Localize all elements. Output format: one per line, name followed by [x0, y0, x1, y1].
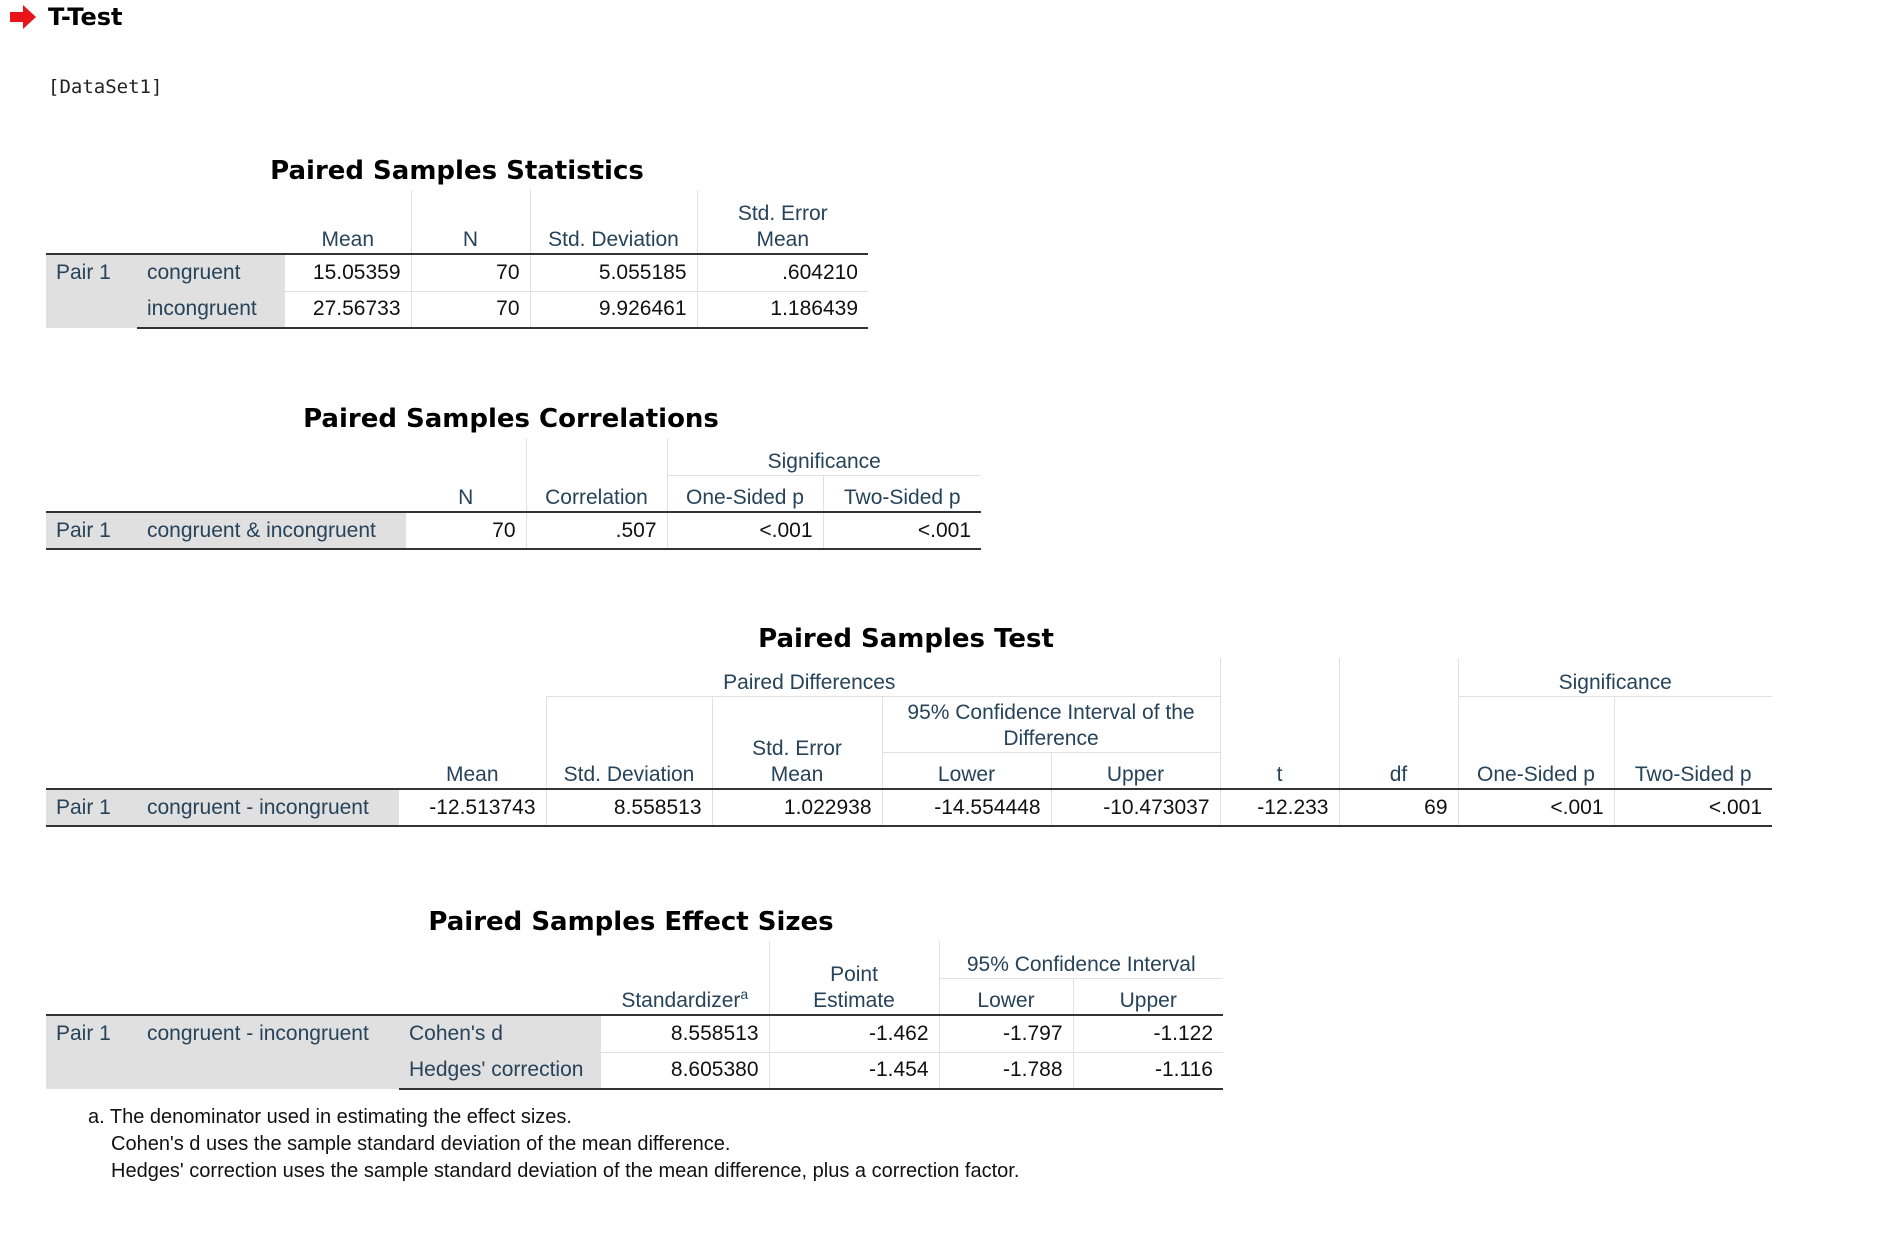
pair-label: Pair 1: [46, 789, 137, 826]
col-std-error-mean: Std. Error Mean: [712, 696, 882, 789]
col-df: df: [1339, 752, 1458, 789]
footnote: [88, 1104, 1019, 1185]
row-label: congruent - incongruent: [137, 789, 399, 826]
pair-label: Pair 1: [46, 1015, 137, 1089]
col-paired-differences: Paired Differences: [723, 670, 896, 694]
col-standardizer: Standardizer$^a$: [601, 978, 769, 1015]
test-section: [46, 620, 1772, 827]
table-row: Pair 1 congruent - incongruent -12.513743 8.558513 1.022938 -14.554448 -10.473037 -12.233 69 <.001 <.001: [46, 789, 1772, 826]
col-n: N: [406, 475, 526, 512]
col-point-estimate: Point Estimate: [769, 941, 939, 1015]
test-title: Paired Samples Test: [758, 624, 1054, 654]
footnote-line: Hedges' correction uses the sample standard deviation of the mean difference, plus a correction factor.: [111, 1160, 1020, 1182]
table-row: Hedges' correction 8.605380 -1.454 -1.788 -1.116: [46, 1052, 1223, 1089]
row-label: congruent - incongruent: [137, 1015, 399, 1089]
table-row: incongruent 27.56733 70 9.926461 1.186439: [46, 291, 868, 328]
col-correlation: Correlation: [526, 475, 667, 512]
stats-table: [46, 190, 868, 329]
col-mean: Mean: [285, 190, 411, 254]
col-n: N: [411, 190, 530, 254]
effect-title: Paired Samples Effect Sizes: [428, 907, 834, 937]
stats-title: Paired Samples Statistics: [270, 156, 644, 186]
col-lower: Lower: [939, 978, 1073, 1015]
pair-label: Pair 1: [46, 512, 137, 549]
row-label: incongruent: [137, 291, 285, 328]
measure-label: Cohen's d: [399, 1015, 601, 1052]
correlations-title: Paired Samples Correlations: [303, 404, 719, 434]
col-t: t: [1220, 752, 1339, 789]
col-two-sided-p: Two-Sided p: [1614, 752, 1772, 789]
col-confidence-interval: 95% Confidence Interval of the Difference: [882, 696, 1220, 752]
col-std-deviation: Std. Deviation: [546, 752, 712, 789]
effect-section: [46, 903, 1223, 1090]
table-row: Pair 1 congruent - incongruent Cohen's d 8.558513 -1.462 -1.797 -1.122: [46, 1015, 1223, 1052]
row-label: congruent & incongruent: [137, 512, 406, 549]
col-std-deviation: Std. Deviation: [530, 190, 697, 254]
measure-label: Hedges' correction: [399, 1052, 601, 1089]
table-row: Pair 1 congruent & incongruent 70 .507 <.001 <.001: [46, 512, 981, 549]
col-confidence-interval: 95% Confidence Interval: [939, 941, 1223, 978]
table-row: Pair 1 congruent 15.05359 70 5.055185 .604210: [46, 254, 868, 291]
row-label: congruent: [137, 254, 285, 291]
col-mean: Mean: [399, 752, 546, 789]
col-one-sided-p: One-Sided p: [1458, 752, 1614, 789]
col-one-sided-p: One-Sided p: [667, 475, 823, 512]
col-std-error-mean: Std. Error Mean: [697, 190, 868, 254]
dataset-label: [DataSet1]: [48, 76, 163, 98]
page-title: T-Test: [48, 3, 123, 31]
col-upper: Upper: [1073, 978, 1223, 1015]
correlations-table: [46, 438, 981, 550]
arrow-right-icon: [8, 3, 38, 31]
footnote-line: a. The denominator used in estimating the effect sizes.: [88, 1106, 572, 1128]
col-upper: Upper: [1051, 752, 1220, 789]
col-significance: Significance: [1458, 658, 1772, 696]
effect-table: [46, 941, 1223, 1090]
col-significance: Significance: [667, 438, 981, 475]
col-lower: Lower: [882, 752, 1051, 789]
output-header: [8, 0, 123, 34]
correlations-section: [46, 400, 981, 550]
pair-label: Pair 1: [46, 254, 137, 328]
stats-section: [46, 152, 868, 329]
test-table: [46, 658, 1772, 827]
col-two-sided-p: Two-Sided p: [823, 475, 981, 512]
footnote-line: Cohen's d uses the sample standard deviation of the mean difference.: [111, 1133, 731, 1155]
